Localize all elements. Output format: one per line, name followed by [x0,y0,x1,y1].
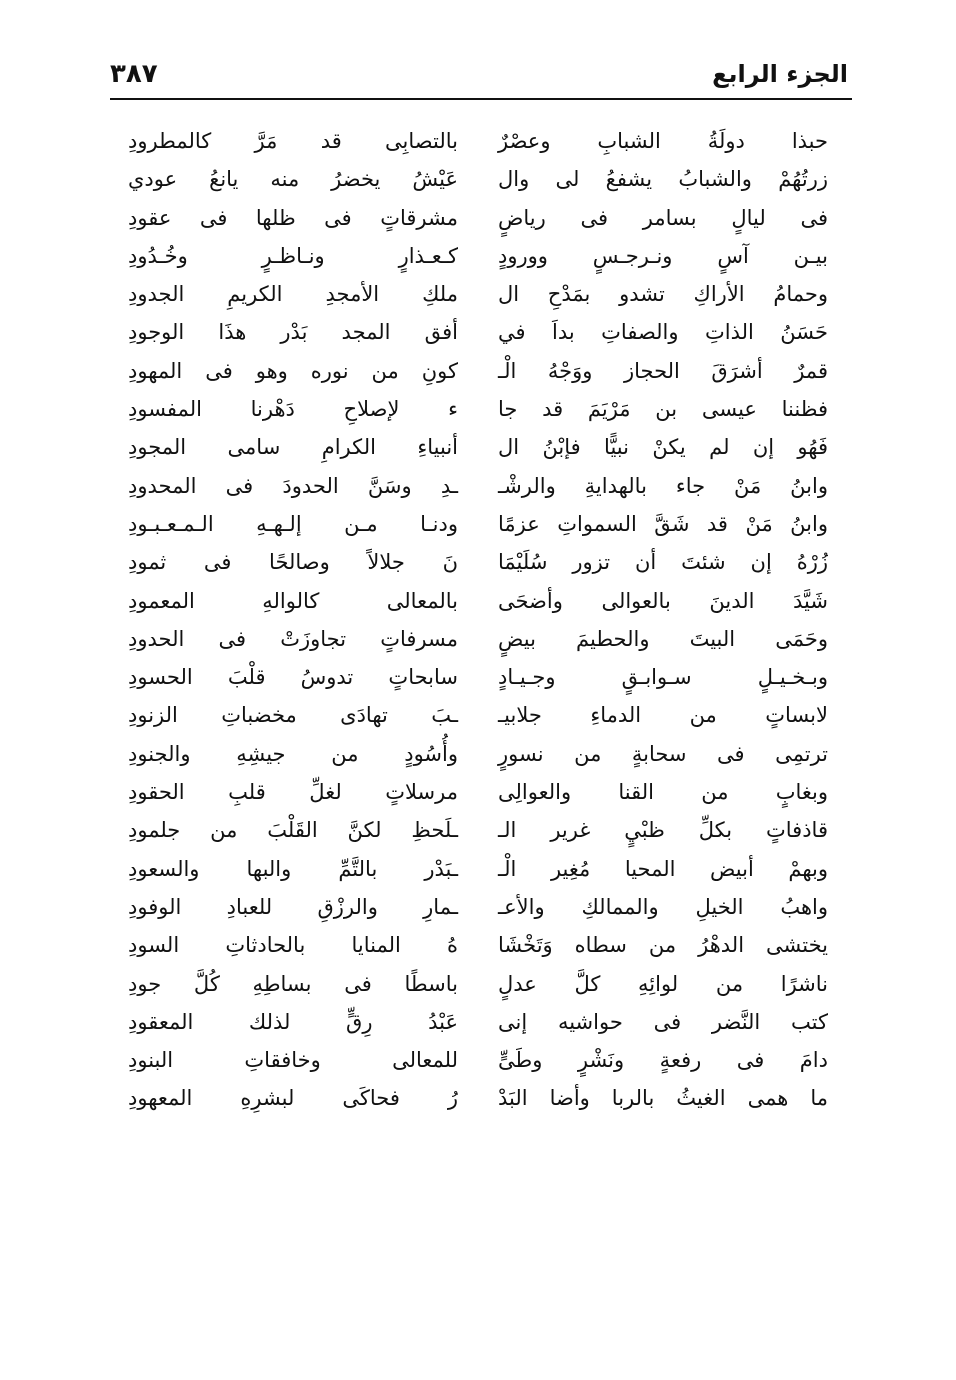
verse-first-hemistich: فَهُو إن لم يكنْ نبيًّا فإبْنُ ال [498,435,828,460]
verse-second-hemistich: عَبْدُ رِقٍّ لذلك المعقودِ [128,1009,458,1034]
poem [128,122,828,1118]
verse-first-hemistich: ناشرًا من لوائِهِ كلَّ عدلٍ [498,971,828,996]
verse-first-hemistich: وبهمْ أبيض المحيا مُغِير الْـ [498,856,828,881]
verse [128,735,828,773]
verse-second-hemistich: نَ جلالاً وصالحًا فى ثمودِ [128,550,458,575]
verse-first-hemistich: كتب النَّضر فى حواشيه إنى [498,1009,828,1034]
verse [128,160,828,198]
verse-second-hemistich: أفق المجد بَدْر هذَا الوجودِ [128,320,458,345]
verse-first-hemistich: ما همى الغيثُ بالربا وأضا البَدْ [498,1086,828,1111]
verse-second-hemistich: ـبَ تهادَى مخضباتِ الزنودِ [128,703,458,728]
verse [128,696,828,734]
verse [128,467,828,505]
verse-second-hemistich: ـدِ وسَنَّ الحدودَ فى المحدودِ [128,473,458,498]
verse-first-hemistich: يختشى الدهْرُ من سطاه وَتَخْشَا [498,933,828,958]
verse [128,1079,828,1117]
page-number: ٣٨٧ [110,59,158,89]
verse-second-hemistich: مرسلاتٍ لغلِّ قلبِ الحقودِ [128,780,458,805]
verse [128,620,828,658]
verse-first-hemistich: فظننا عيسى بن مَرْيَمَ قد جا [498,397,828,422]
running-head-title: الجزء الرابع [712,60,848,88]
verse-second-hemistich: ملكِ الأمجدِ الكريمِ الجدودِ [128,282,458,307]
verse-second-hemistich: بالمعالى كالوالهِ المعمودِ [128,588,458,613]
verse-second-hemistich: مسرفاتٍ تجاوزَتْ فى الحدودِ [128,626,458,651]
verse-second-hemistich: رُ فحاكَى لبشرِهِ المعهودِ [128,1086,458,1111]
header-rule [110,98,852,100]
verse-second-hemistich: باسطًا فى بساطِهِ كُلَّ جودِ [128,971,458,996]
verse [128,428,828,466]
verse-second-hemistich: للمعالى وخافقاتِ البنودِ [128,1048,458,1073]
verse-first-hemistich: وبـخـيـلٍ سـوابـقٍ وجـيـادٍ [498,665,828,690]
verse-first-hemistich: قمرٌ أشرَقَ الحجاز ووَجْهُ الْـ [498,358,828,383]
verse-first-hemistich: وحَمَى البيتَ والحطيمَ بيضٍ [498,626,828,651]
verse-first-hemistich: قاذفاتٍ بكلِّ ظبْيٍ غرير الـ [498,818,828,843]
verse-first-hemistich: زُرْهُ إن شئتَ أن تزور سُلَيْمَا [498,550,828,575]
verse [128,237,828,275]
verse-second-hemistich: بالتصابِى قد مَرَّ كالمطرودِ [128,129,458,153]
verse-second-hemistich: كونِ من نوره وهو فى المهودِ [128,358,458,383]
verse [128,505,828,543]
verse-first-hemistich: وابنُ مَنْ جاء بالهدايةِ والرشْـ [498,473,828,498]
verse-second-hemistich: عَيْشُ يخضرُ منه يانعُ عودي [128,167,458,192]
verse [128,122,828,160]
verse [128,850,828,888]
verse-first-hemistich: وابنُ مَنْ قد شَقَّ السمواتِ عزمًا [498,511,828,536]
verse [128,313,828,351]
verse-second-hemistich: سابحاتٍ تدوسُ قلْبَ الحسودِ [128,665,458,690]
verse-second-hemistich: ـمارِ والرزْقِ للعبادِ الوفودِ [128,894,458,919]
verse-first-hemistich: حبذا دولَةُ الشبابِ وعصْرٌ [498,129,828,153]
verse-first-hemistich: لابساتٍ من الدماءِ جلابيـ [498,703,828,728]
verse-first-hemistich: ترتمِى فى سحابةٍ من نسورٍ [498,741,828,766]
verse [128,926,828,964]
verse-second-hemistich: كـعـذارٍ ونـاظـرٍ وخُـدُودِ [128,243,458,268]
verse-first-hemistich: وحمامُ الأراكِ تشدو بمَدْحِ ال [498,282,828,307]
verse [128,275,828,313]
verse-second-hemistich: ـبَدْر بالتَّمِّ والبها والسعودِ [128,856,458,881]
verse [128,582,828,620]
verse-first-hemistich: حَسَنُ الذاتِ والصفاتِ بداَ في [498,320,828,345]
verse-second-hemistich: ودنـا مـن إلـهـهِ الـمـعـبـودِ [128,511,458,536]
verse-first-hemistich: دامَ فى رفعةٍ ونَشْرٍ وطَىٍّ [498,1048,828,1073]
verse [128,1041,828,1079]
running-head [110,52,850,98]
verse-first-hemistich: وبغابٍ من القنا والعوالِى [498,780,828,805]
verse-first-hemistich: واهبُ الخيلِ والممالكِ والأعـ [498,894,828,919]
verse [128,1003,828,1041]
verse-second-hemistich: ـلَحظِ لكنَّ القَلْبَ من جلمودِ [128,818,458,843]
verse [128,390,828,428]
verse-second-hemistich: أنبياءِ الكرامِ سامى المجودِ [128,435,458,460]
verse-first-hemistich: شَيَّدَ الدينَ بالعوالى وأضحَى [498,588,828,613]
verse-second-hemistich: وأُسُودٍ من جيشِهِ والجنودِ [128,741,458,766]
verse [128,543,828,581]
verse [128,773,828,811]
verse [128,888,828,926]
verse [128,811,828,849]
verse [128,352,828,390]
verse-second-hemistich: مشرقاتٍ فى ظلها فى عقودِ [128,205,458,230]
verse [128,199,828,237]
verse-second-hemistich: ء لإصلاحِ دَهْرنا المفسودِ [128,397,458,422]
verse [128,965,828,1003]
verse-second-hemistich: هُ المنايا بالحادثاتِ السودِ [128,933,458,958]
verse-first-hemistich: فى ليالٍ بسامر فى رياضٍ [498,205,828,230]
verse [128,658,828,696]
verse-first-hemistich: بيـن آسٍ ونـرجـسٍ وورودٍ [498,243,828,268]
verse-first-hemistich: زرتُهُمْ والشبابُ يشفعُ لى وال [498,167,828,192]
